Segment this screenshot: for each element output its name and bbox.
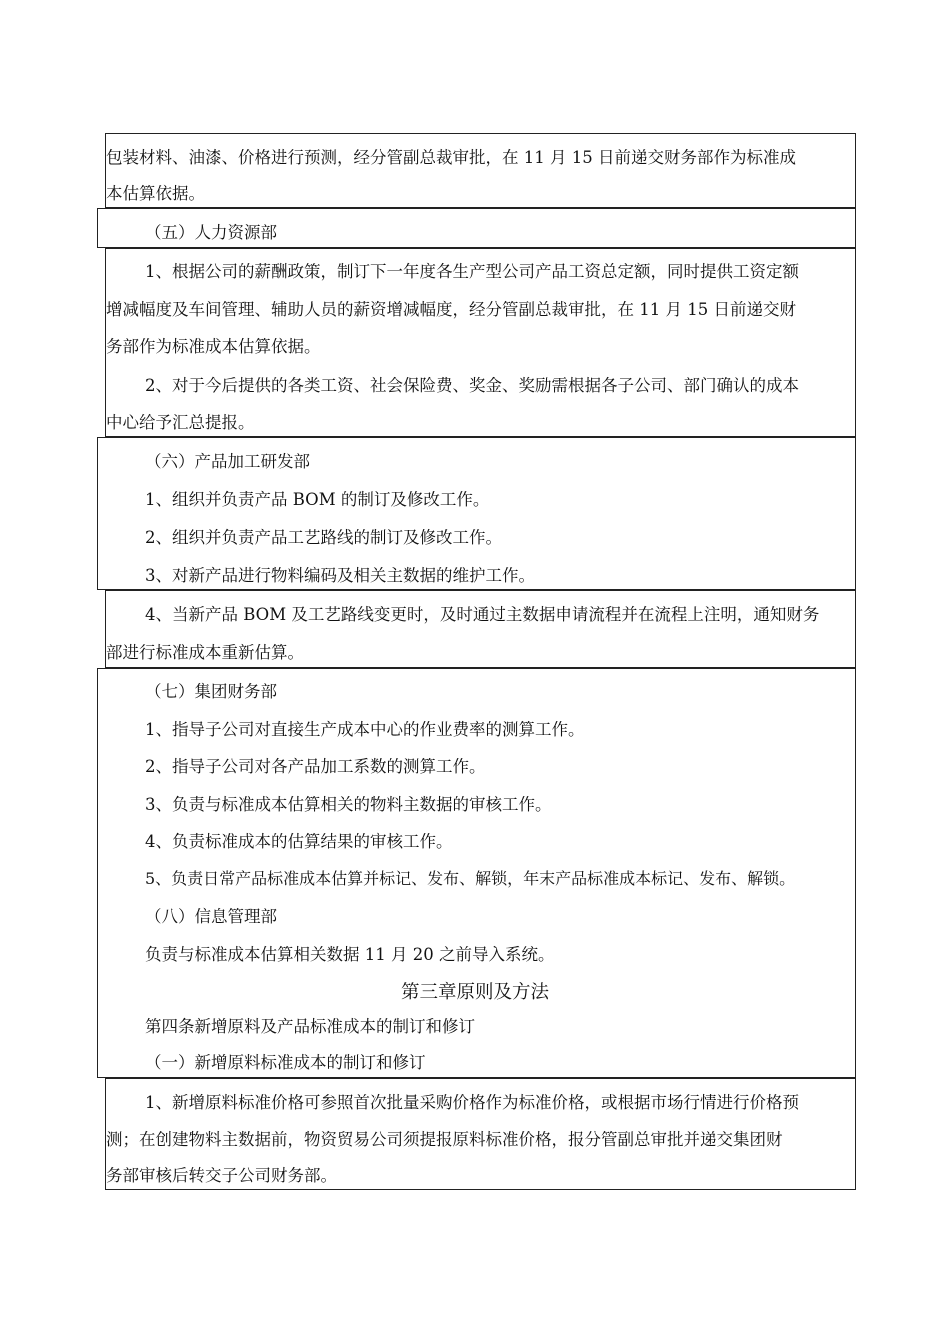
list-item: 3、负责与标准成本估算相关的物料主数据的审核工作。 <box>145 795 552 814</box>
paragraph-line: 中心给予汇总提报。 <box>106 413 255 432</box>
paragraph-line: 负责与标准成本估算相关数据 11 月 20 之前导入系统。 <box>145 945 555 964</box>
section-heading: （五）人力资源部 <box>145 223 277 242</box>
list-item: 2、指导子公司对各产品加工系数的测算工作。 <box>145 757 486 776</box>
article-title: 第四条新增原料及产品标准成本的制订和修订 <box>145 1017 475 1036</box>
section-heading: （七）集团财务部 <box>145 682 277 701</box>
paragraph-line: 1、根据公司的薪酬政策，制订下一年度各生产型公司产品工资总定额，同时提供工资定额 <box>145 262 799 281</box>
list-item: 1、指导子公司对直接生产成本中心的作业费率的测算工作。 <box>145 720 585 739</box>
list-item: 5、负责日常产品标准成本估算并标记、发布、解锁，年末产品标准成本标记、发布、解锁。 <box>145 869 796 888</box>
paragraph-line: 包装材料、油漆、价格进行预测，经分管副总裁审批，在 11 月 15 日前递交财务部作为标准成 <box>106 148 796 167</box>
section-heading: （八）信息管理部 <box>145 907 277 926</box>
section-heading: （六）产品加工研发部 <box>145 452 310 471</box>
paragraph-line: 1、新增原料标准价格可参照首次批量采购价格作为标准价格，或根据市场行情进行价格预 <box>145 1093 799 1112</box>
list-item: 3、对新产品进行物料编码及相关主数据的维护工作。 <box>145 566 535 585</box>
paragraph-line: 务部作为标准成本估算依据。 <box>106 337 321 356</box>
list-item: 2、组织并负责产品工艺路线的制订及修改工作。 <box>145 528 502 547</box>
section-heading: （一）新增原料标准成本的制订和修订 <box>145 1053 426 1072</box>
list-item: 4、负责标准成本的估算结果的审核工作。 <box>145 832 453 851</box>
paragraph-line: 本估算依据。 <box>106 184 205 203</box>
paragraph-line: 增减幅度及车间管理、辅助人员的薪资增减幅度，经分管副总裁审批，在 11 月 15 日前递交财 <box>106 300 796 319</box>
paragraph-line: 2、对于今后提供的各类工资、社会保险费、奖金、奖励需根据各子公司、部门确认的成本 <box>145 376 799 395</box>
paragraph-line: 部进行标准成本重新估算。 <box>106 643 304 662</box>
paragraph-line: 4、当新产品 BOM 及工艺路线变更时，及时通过主数据申请流程并在流程上注明，通知财务 <box>145 605 820 624</box>
chapter-title: 第三章原则及方法 <box>400 982 549 1003</box>
text-block-1 <box>105 133 856 208</box>
paragraph-line: 测；在创建物料主数据前，物资贸易公司须提报原料标准价格，报分管副总审批并递交集团财 <box>106 1130 783 1149</box>
paragraph-line: 务部审核后转交子公司财务部。 <box>106 1166 337 1185</box>
list-item: 1、组织并负责产品 BOM 的制订及修改工作。 <box>145 490 490 509</box>
